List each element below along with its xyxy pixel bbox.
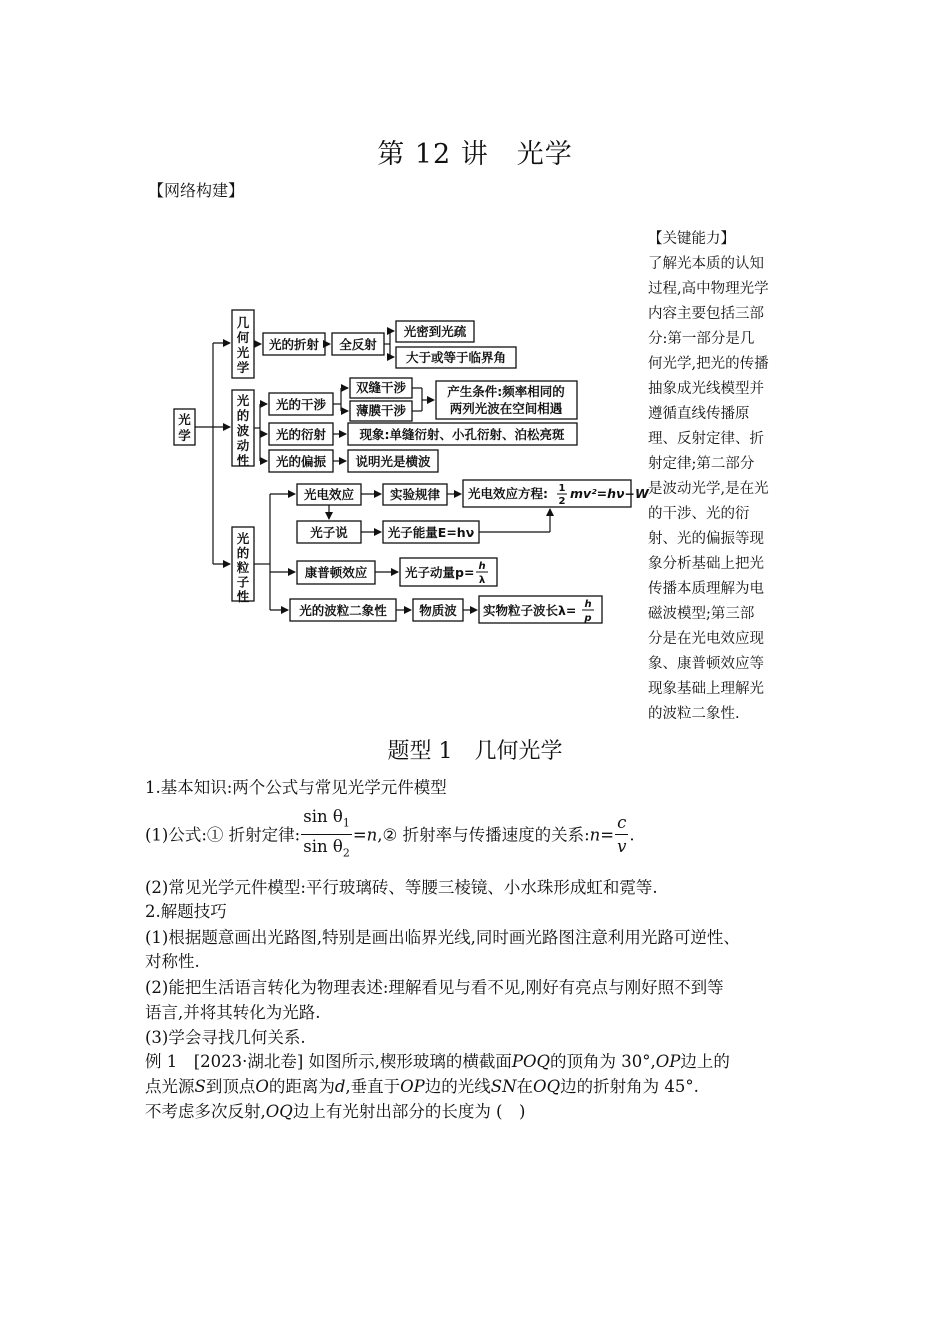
pe-frac-den: 2	[558, 496, 566, 507]
snell-fraction: $\frac{\sin \theta_1}{\sin \theta_2}$	[303, 807, 350, 860]
formula-paragraph: (1)公式:① 折射定律: $\frac{\sin \theta_1}{\sin \theta_2}$ =n,② 折射率与传播速度的关系:n= $\frac{c}{v}$ .	[145, 806, 635, 866]
key-ability-heading: 【关键能力】	[648, 231, 735, 247]
page-title: 第 12 讲 光学	[377, 139, 573, 170]
key-ability-line: 过程,高中物理光学	[648, 281, 769, 297]
topic-heading: 题型 1 几何光学	[387, 739, 563, 764]
pe-equation-rest: mv²=hν−W	[570, 486, 649, 501]
paragraph: 1.基本知识:两个公式与常见光学元件模型	[145, 778, 447, 797]
key-ability-line: 的波粒二象性.	[648, 706, 740, 722]
diffraction-label: 光的衍射	[275, 427, 327, 442]
key-ability-line: 何光学,把光的传播	[648, 356, 769, 372]
compton-label: 康普顿效应	[304, 565, 368, 580]
matter-wavelength-num: h	[584, 599, 592, 610]
key-ability-line: 分:第一部分是几	[648, 331, 755, 347]
key-ability-line: 内容主要包括三部	[648, 306, 764, 322]
b2-char: 性	[236, 453, 250, 468]
branch3-label	[236, 531, 250, 604]
b1-char: 何	[236, 330, 250, 345]
b1-char: 几	[236, 315, 250, 330]
b3-char: 子	[236, 574, 250, 590]
b2-char: 的	[236, 408, 250, 423]
key-ability-line: 象分析基础上把光	[648, 556, 764, 572]
experiment-law-label: 实验规律	[389, 487, 441, 502]
root-label-2: 学	[178, 428, 191, 443]
example-line: 例 1 [2023·湖北卷] 如图所示,楔形玻璃的横截面POQ的顶角为 30°,OP边上的	[145, 1052, 730, 1071]
photon-energy-label: 光子能量E=hν	[387, 525, 475, 540]
key-ability-line: 象、康普顿效应等	[648, 656, 764, 672]
photon-momentum-num: h	[478, 561, 486, 572]
key-ability-line: 的干涉、光的衍	[648, 506, 750, 522]
key-ability-line: 传播本质理解为电	[648, 581, 764, 597]
matter-wave-label: 物质波	[419, 603, 457, 618]
paragraph: (2)常见光学元件模型:平行玻璃砖、等腰三棱镜、小水珠形成虹和霓等.	[145, 878, 658, 897]
thin-film-label: 薄膜干涉	[355, 403, 407, 418]
paragraph: 对称性.	[145, 952, 200, 971]
example-line: 不考虑多次反射,OQ边上有光射出部分的长度为 ( )	[145, 1102, 526, 1121]
b3-char: 光	[236, 531, 250, 546]
photon-theory-label: 光子说	[310, 525, 348, 540]
photon-momentum-prefix: 光子动量p=	[405, 565, 475, 580]
pe-equation-prefix: 光电效应方程:	[468, 486, 548, 501]
key-ability-panel	[648, 227, 788, 727]
example-line: 点光源S到顶点O的距离为d,垂直于OP边的光线SN在OQ边的折射角为 45°.	[145, 1077, 699, 1096]
key-ability-line: 是波动光学,是在光	[648, 481, 769, 497]
double-slit-label: 双缝干涉	[355, 380, 407, 395]
concept-map-diagram	[0, 0, 950, 660]
branch1-label	[236, 315, 250, 375]
matter-wavelength-prefix: 实物粒子波长λ=	[483, 603, 577, 618]
key-ability-line: 射、光的偏振等现	[648, 531, 764, 547]
paragraph: 2.解题技巧	[145, 902, 227, 921]
b1-char: 光	[236, 345, 250, 360]
speed-fraction: $\frac{c}{v}$	[617, 813, 627, 857]
b2-char: 波	[236, 423, 250, 438]
b3-char: 性	[236, 589, 250, 604]
key-ability-line: 理、反射定律、折	[648, 431, 764, 447]
matter-wavelength-den: p	[584, 613, 592, 624]
transverse-label: 说明光是横波	[355, 454, 431, 469]
pe-frac-num: 1	[558, 483, 566, 494]
b2-char: 光	[236, 393, 250, 408]
interference-label: 光的干涉	[275, 397, 327, 412]
key-ability-line: 现象基础上理解光	[648, 681, 764, 697]
dense-sparse-label: 光密到光疏	[403, 324, 467, 339]
polarization-label: 光的偏振	[275, 454, 327, 469]
critical-label: 大于或等于临界角	[405, 350, 507, 365]
condition-label-1: 产生条件:频率相同的	[447, 384, 565, 399]
b3-char: 粒	[236, 560, 250, 575]
key-ability-line: 磁波模型;第三部	[648, 606, 755, 622]
b2-char: 动	[236, 438, 250, 453]
b1-char: 学	[236, 360, 250, 375]
branch2-label	[236, 393, 250, 468]
photon-momentum-den: λ	[478, 575, 486, 586]
photoelectric-label: 光电效应	[303, 487, 355, 502]
paragraph: (1)根据题意画出光路图,特别是画出临界光线,同时画光路图注意利用光路可逆性、	[145, 928, 740, 947]
network-label: 【网络构建】	[148, 181, 245, 200]
key-ability-line: 遵循直线传播原	[648, 406, 750, 422]
root-label: 光	[178, 412, 191, 427]
paragraph: 语言,并将其转化为光路.	[145, 1003, 321, 1022]
key-ability-line: 分是在光电效应现	[648, 631, 764, 647]
key-ability-line: 射定律;第二部分	[648, 456, 755, 472]
diffraction-phenomena-label: 现象:单缝衍射、小孔衍射、泊松亮斑	[359, 427, 565, 442]
refraction-label: 光的折射	[268, 337, 320, 352]
b3-char: 的	[236, 545, 250, 561]
condition-label-2: 两列光波在空间相遇	[449, 401, 563, 416]
wave-particle-label: 光的波粒二象性	[299, 603, 387, 618]
paragraph: (2)能把生活语言转化为物理表述:理解看见与看不见,刚好有亮点与刚好照不到等	[145, 978, 724, 997]
key-ability-line: 抽象成光线模型并	[648, 381, 764, 397]
total-reflection-label: 全反射	[339, 337, 377, 352]
key-ability-line: 了解光本质的认知	[648, 256, 764, 272]
paragraph: (3)学会寻找几何关系.	[145, 1028, 306, 1047]
